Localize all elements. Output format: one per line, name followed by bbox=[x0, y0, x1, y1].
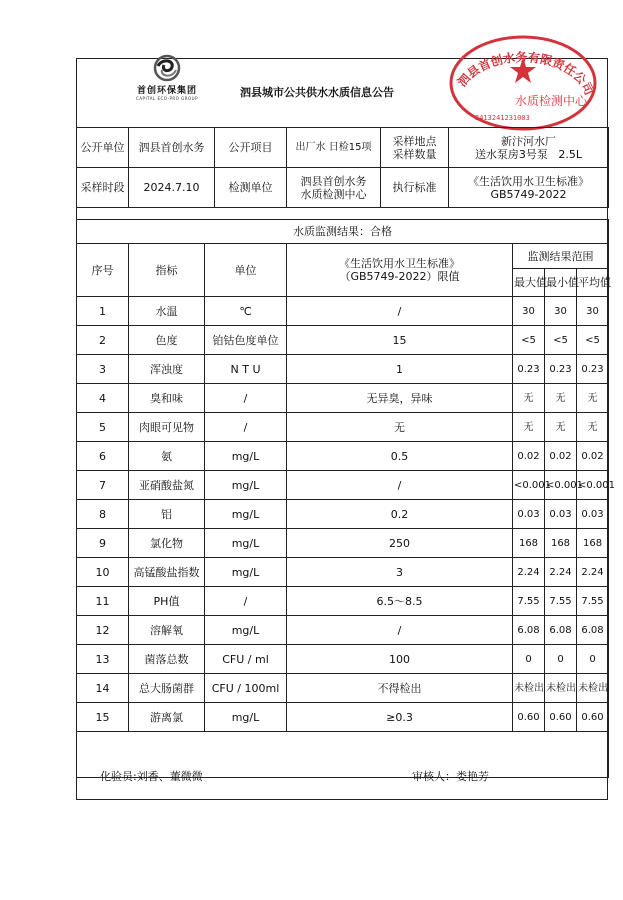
row-indicator: 水温 bbox=[129, 297, 205, 326]
row-avg: 无 bbox=[577, 413, 609, 442]
row-indicator: 色度 bbox=[129, 326, 205, 355]
row-max: 0.02 bbox=[513, 442, 545, 471]
row-max: 无 bbox=[513, 384, 545, 413]
row-max: <5 bbox=[513, 326, 545, 355]
row-avg: 2.24 bbox=[577, 558, 609, 587]
lab-line1: 泗县首创水务 bbox=[300, 174, 367, 188]
row-no: 11 bbox=[77, 587, 129, 616]
row-min: 0.03 bbox=[545, 500, 577, 529]
row-no: 13 bbox=[77, 645, 129, 674]
result-title: 水质监测结果：合格 bbox=[77, 220, 609, 244]
table-row bbox=[77, 471, 609, 500]
result-rows bbox=[77, 297, 616, 778]
row-unit: mg/L bbox=[205, 471, 287, 500]
result-table bbox=[76, 219, 616, 778]
svg-text:水质检测中心: 水质检测中心 bbox=[515, 94, 588, 108]
analyst-signature: 化验员:刘香、董微微 bbox=[100, 770, 203, 783]
table-row bbox=[77, 587, 609, 616]
header-avg: 平均值 bbox=[577, 269, 609, 297]
row-avg: 0 bbox=[577, 645, 609, 674]
row-avg: 6.08 bbox=[577, 616, 609, 645]
row-avg: 7.55 bbox=[577, 587, 609, 616]
row-limit: 0.5 bbox=[287, 442, 513, 471]
row-limit: 15 bbox=[287, 326, 513, 355]
table-row bbox=[77, 413, 609, 442]
standard-line2: GB5749-2022 bbox=[490, 187, 567, 201]
row-limit: 无 bbox=[287, 413, 513, 442]
row-indicator: 溶解氧 bbox=[129, 616, 205, 645]
row-max: 0.03 bbox=[513, 500, 545, 529]
table-row bbox=[77, 529, 609, 558]
row-indicator: 亚硝酸盐氮 bbox=[129, 471, 205, 500]
row-unit: mg/L bbox=[205, 558, 287, 587]
table-row bbox=[77, 616, 609, 645]
disclose-unit-label: 公开单位 bbox=[77, 128, 129, 168]
row-unit: mg/L bbox=[205, 442, 287, 471]
row-indicator: 高锰酸盐指数 bbox=[129, 558, 205, 587]
logo-brand-english: CAPITAL ECO-PRO GROUP bbox=[136, 96, 198, 101]
row-limit: 6.5～8.5 bbox=[287, 587, 513, 616]
row-limit: / bbox=[287, 471, 513, 500]
row-max: 未检出 bbox=[513, 674, 545, 703]
row-avg: 168 bbox=[577, 529, 609, 558]
row-limit: / bbox=[287, 616, 513, 645]
row-avg: 0.02 bbox=[577, 442, 609, 471]
row-no: 8 bbox=[77, 500, 129, 529]
row-min: 168 bbox=[545, 529, 577, 558]
row-no: 1 bbox=[77, 297, 129, 326]
header-limit-line2: （GB5749-2022）限值 bbox=[339, 270, 460, 283]
row-max: 0.23 bbox=[513, 355, 545, 384]
row-unit: / bbox=[205, 587, 287, 616]
row-no: 7 bbox=[77, 471, 129, 500]
disclose-unit-value: 泗县首创水务 bbox=[129, 128, 215, 168]
row-max: 0.60 bbox=[513, 703, 545, 732]
row-limit: 3 bbox=[287, 558, 513, 587]
table-row bbox=[77, 500, 609, 529]
sample-site-label-line2: 采样数量 bbox=[392, 147, 437, 161]
header-max: 最大值 bbox=[513, 269, 545, 297]
row-max: 无 bbox=[513, 413, 545, 442]
row-min: 30 bbox=[545, 297, 577, 326]
row-unit: ℃ bbox=[205, 297, 287, 326]
standard-value bbox=[449, 168, 609, 208]
row-no: 6 bbox=[77, 442, 129, 471]
swirl-logo-icon bbox=[152, 54, 182, 82]
row-indicator: 铝 bbox=[129, 500, 205, 529]
row-min: <0.001 bbox=[545, 471, 577, 500]
row-max: 2.24 bbox=[513, 558, 545, 587]
row-max: 30 bbox=[513, 297, 545, 326]
table-row bbox=[77, 703, 609, 732]
row-max: 6.08 bbox=[513, 616, 545, 645]
sample-site-line1: 新汴河水厂 bbox=[501, 134, 556, 148]
row-max: 168 bbox=[513, 529, 545, 558]
table-row bbox=[77, 384, 609, 413]
table-row bbox=[77, 558, 609, 587]
reviewer-signature: 审核人：娄艳芳 bbox=[412, 770, 489, 783]
row-indicator: 总大肠菌群 bbox=[129, 674, 205, 703]
row-indicator: 浑浊度 bbox=[129, 355, 205, 384]
info-table bbox=[76, 127, 609, 208]
row-unit: mg/L bbox=[205, 500, 287, 529]
svg-text:泗县首创水务有限责任公司: 泗县首创水务有限责任公司 bbox=[454, 50, 597, 98]
row-unit: CFU / ml bbox=[205, 645, 287, 674]
row-max: 0 bbox=[513, 645, 545, 674]
row-unit: mg/L bbox=[205, 703, 287, 732]
row-unit: mg/L bbox=[205, 529, 287, 558]
table-row bbox=[77, 442, 609, 471]
header-unit: 单位 bbox=[205, 244, 287, 297]
row-limit: 100 bbox=[287, 645, 513, 674]
svg-text:3413241231003: 3413241231003 bbox=[475, 114, 530, 122]
lab-label: 检测单位 bbox=[215, 168, 287, 208]
row-no: 15 bbox=[77, 703, 129, 732]
company-logo bbox=[128, 54, 206, 101]
standard-line1: 《生活饮用水卫生标准》 bbox=[468, 174, 589, 188]
row-min: 6.08 bbox=[545, 616, 577, 645]
row-no: 4 bbox=[77, 384, 129, 413]
row-avg: 0.60 bbox=[577, 703, 609, 732]
row-indicator: 臭和味 bbox=[129, 384, 205, 413]
row-min: 0.23 bbox=[545, 355, 577, 384]
row-limit: 0.2 bbox=[287, 500, 513, 529]
row-unit: 铂钴色度单位 bbox=[205, 326, 287, 355]
row-min: 无 bbox=[545, 413, 577, 442]
row-unit: mg/L bbox=[205, 616, 287, 645]
row-max: 7.55 bbox=[513, 587, 545, 616]
row-no: 10 bbox=[77, 558, 129, 587]
row-min: 2.24 bbox=[545, 558, 577, 587]
row-min: 0.02 bbox=[545, 442, 577, 471]
row-indicator: 氨 bbox=[129, 442, 205, 471]
row-unit: N T U bbox=[205, 355, 287, 384]
row-unit: / bbox=[205, 413, 287, 442]
row-limit: 无异臭，异味 bbox=[287, 384, 513, 413]
row-limit: / bbox=[287, 297, 513, 326]
period-label: 采样时段 bbox=[77, 168, 129, 208]
row-min: <5 bbox=[545, 326, 577, 355]
official-seal-stamp bbox=[443, 23, 603, 133]
table-row bbox=[77, 674, 609, 703]
row-no: 2 bbox=[77, 326, 129, 355]
row-indicator: PH值 bbox=[129, 587, 205, 616]
lab-line2: 水质检测中心 bbox=[300, 187, 367, 201]
sample-site-label bbox=[381, 128, 449, 168]
logo-brand-text: 首创环保集团 bbox=[136, 86, 197, 96]
row-no: 14 bbox=[77, 674, 129, 703]
header-limit bbox=[287, 244, 513, 297]
header-limit-line1: 《生活饮用水卫生标准》 bbox=[339, 257, 460, 270]
header-range: 监测结果范围 bbox=[513, 244, 609, 269]
item-value: 出厂水 日检15项 bbox=[287, 128, 381, 168]
sample-site-label-line1: 采样地点 bbox=[392, 134, 437, 148]
row-unit: CFU / 100ml bbox=[205, 674, 287, 703]
item-label: 公开项目 bbox=[215, 128, 287, 168]
row-avg: 0.03 bbox=[577, 500, 609, 529]
row-min: 0 bbox=[545, 645, 577, 674]
period-value: 2024.7.10 bbox=[129, 168, 215, 208]
row-indicator: 氯化物 bbox=[129, 529, 205, 558]
page-title: 泗县城市公共供水水质信息公告 bbox=[240, 86, 394, 99]
header-no: 序号 bbox=[77, 244, 129, 297]
row-min: 7.55 bbox=[545, 587, 577, 616]
row-avg: <5 bbox=[577, 326, 609, 355]
row-indicator: 游离氯 bbox=[129, 703, 205, 732]
row-avg: 无 bbox=[577, 384, 609, 413]
row-indicator: 肉眼可见物 bbox=[129, 413, 205, 442]
row-min: 无 bbox=[545, 384, 577, 413]
standard-label: 执行标准 bbox=[381, 168, 449, 208]
row-limit: 250 bbox=[287, 529, 513, 558]
row-no: 12 bbox=[77, 616, 129, 645]
row-no: 3 bbox=[77, 355, 129, 384]
row-limit: 不得检出 bbox=[287, 674, 513, 703]
row-indicator: 菌落总数 bbox=[129, 645, 205, 674]
row-unit: / bbox=[205, 384, 287, 413]
row-avg: 未检出 bbox=[577, 674, 609, 703]
row-limit: 1 bbox=[287, 355, 513, 384]
header-indicator: 指标 bbox=[129, 244, 205, 297]
table-row bbox=[77, 297, 609, 326]
table-row bbox=[77, 326, 609, 355]
table-row bbox=[77, 355, 609, 384]
header-min: 最小值 bbox=[545, 269, 577, 297]
row-min: 0.60 bbox=[545, 703, 577, 732]
row-avg: 30 bbox=[577, 297, 609, 326]
sample-site-value bbox=[449, 128, 609, 168]
row-no: 5 bbox=[77, 413, 129, 442]
row-avg: 0.23 bbox=[577, 355, 609, 384]
lab-value bbox=[287, 168, 381, 208]
table-row bbox=[77, 645, 609, 674]
row-no: 9 bbox=[77, 529, 129, 558]
row-avg: <0.001 bbox=[577, 471, 609, 500]
sample-site-line2: 送水泵房3号泵 2.5L bbox=[474, 147, 583, 161]
row-min: 未检出 bbox=[545, 674, 577, 703]
row-max: <0.001 bbox=[513, 471, 545, 500]
row-limit: ≥0.3 bbox=[287, 703, 513, 732]
